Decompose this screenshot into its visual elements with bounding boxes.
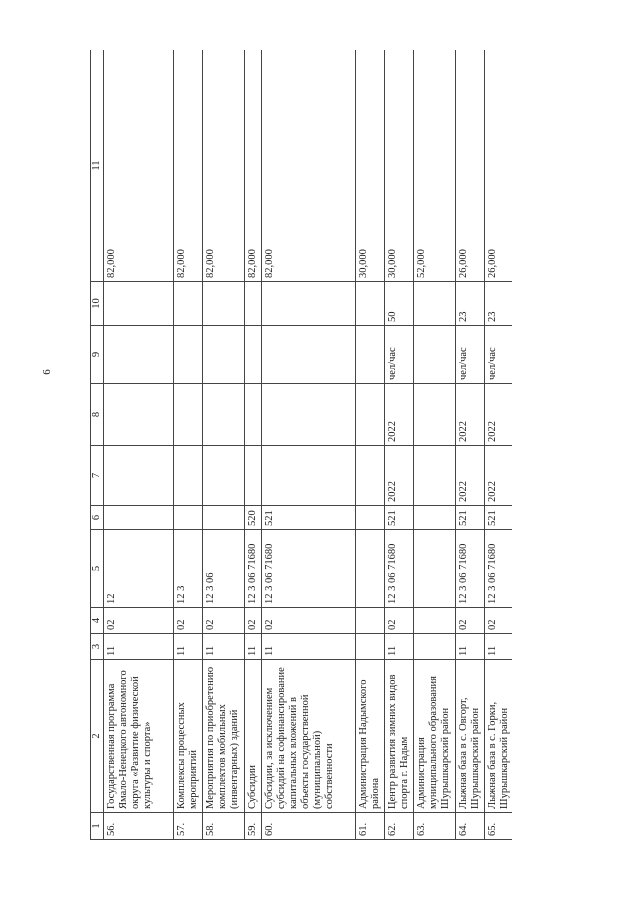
table-row <box>385 50 414 840</box>
cell-expense-type: 520 <box>245 506 262 530</box>
cell-start-year <box>356 446 385 506</box>
cell-amount: 82,000 <box>203 50 245 282</box>
cell-expense-type: 521 <box>385 506 414 530</box>
cell-capacity-unit <box>356 326 385 384</box>
cell-capacity <box>104 282 174 326</box>
header-cell-start-year: 7 <box>91 446 104 506</box>
cell-row-number: 63. <box>414 813 456 840</box>
table-rotated-wrapper <box>90 50 512 840</box>
header-cell-target-article: 5 <box>91 530 104 608</box>
cell-start-year <box>174 446 203 506</box>
cell-start-year: 2022 <box>385 446 414 506</box>
cell-amount: 82,000 <box>104 50 174 282</box>
header-cell-capacity: 10 <box>91 282 104 326</box>
header-cell-capacity-unit: 9 <box>91 326 104 384</box>
cell-capacity: 50 <box>385 282 414 326</box>
cell-row-number: 64. <box>456 813 485 840</box>
cell-subsection: 02 <box>174 608 203 634</box>
cell-row-number: 58. <box>203 813 245 840</box>
cell-name: Администрация Надымского района <box>356 660 385 813</box>
cell-section: 11 <box>203 634 245 660</box>
cell-amount: 82,000 <box>262 50 356 282</box>
cell-name: Администрация муниципального образования Шурышкарский район <box>414 660 456 813</box>
cell-start-year <box>414 446 456 506</box>
cell-name: Лыжная база в с. Горки, Шурышкарский район <box>485 660 513 813</box>
cell-capacity: 23 <box>456 282 485 326</box>
cell-capacity-unit <box>104 326 174 384</box>
cell-row-number: 56. <box>104 813 174 840</box>
cell-amount: 26,000 <box>456 50 485 282</box>
cell-target-article: 12 3 06 <box>203 530 245 608</box>
cell-capacity-unit <box>174 326 203 384</box>
cell-capacity <box>174 282 203 326</box>
cell-end-year: 2022 <box>485 384 513 446</box>
cell-capacity <box>262 282 356 326</box>
cell-end-year <box>245 384 262 446</box>
cell-expense-type <box>104 506 174 530</box>
cell-row-number: 59. <box>245 813 262 840</box>
cell-amount: 82,000 <box>174 50 203 282</box>
table-row <box>174 50 203 840</box>
cell-capacity <box>356 282 385 326</box>
cell-name: Субсидии, за исключением субсидий на софинансирование капитальных вложений в объекты государственной (муниципальной) собственности <box>262 660 356 813</box>
table-row <box>262 50 356 840</box>
cell-section <box>356 634 385 660</box>
cell-capacity-unit: чел/час <box>385 326 414 384</box>
cell-section: 11 <box>262 634 356 660</box>
cell-expense-type: 521 <box>485 506 513 530</box>
header-cell-end-year: 8 <box>91 384 104 446</box>
cell-target-article: 12 3 06 71680 <box>485 530 513 608</box>
cell-row-number: 65. <box>485 813 513 840</box>
cell-target-article: 12 3 06 71680 <box>262 530 356 608</box>
cell-capacity-unit: чел/час <box>456 326 485 384</box>
cell-capacity-unit <box>245 326 262 384</box>
cell-start-year <box>104 446 174 506</box>
cell-subsection: 02 <box>245 608 262 634</box>
cell-name: Субсидии <box>245 660 262 813</box>
cell-amount: 30,000 <box>356 50 385 282</box>
cell-target-article <box>356 530 385 608</box>
cell-start-year: 2022 <box>456 446 485 506</box>
cell-subsection: 02 <box>203 608 245 634</box>
cell-subsection: 02 <box>385 608 414 634</box>
cell-subsection <box>356 608 385 634</box>
cell-capacity-unit <box>262 326 356 384</box>
cell-capacity-unit <box>414 326 456 384</box>
table-row <box>104 50 174 840</box>
header-cell-amount: 11 <box>91 50 104 282</box>
cell-start-year <box>245 446 262 506</box>
cell-amount: 82,000 <box>245 50 262 282</box>
cell-target-article: 12 3 06 71680 <box>385 530 414 608</box>
cell-capacity <box>414 282 456 326</box>
cell-expense-type: 521 <box>262 506 356 530</box>
cell-section: 11 <box>456 634 485 660</box>
cell-capacity <box>245 282 262 326</box>
table-row <box>356 50 385 840</box>
cell-amount: 52,000 <box>414 50 456 282</box>
cell-name: Комплексы процессных мероприятий <box>174 660 203 813</box>
cell-subsection <box>414 608 456 634</box>
table-row <box>203 50 245 840</box>
cell-target-article: 12 3 06 71680 <box>245 530 262 608</box>
cell-amount: 26,000 <box>485 50 513 282</box>
cell-start-year: 2022 <box>485 446 513 506</box>
cell-section: 11 <box>385 634 414 660</box>
cell-end-year <box>174 384 203 446</box>
cell-end-year <box>356 384 385 446</box>
cell-name: Мероприятия по приобретению комплектов мобильных (инвентарных) зданий <box>203 660 245 813</box>
cell-row-number: 62. <box>385 813 414 840</box>
cell-target-article: 12 3 <box>174 530 203 608</box>
cell-section: 11 <box>174 634 203 660</box>
header-cell-subsection: 4 <box>91 608 104 634</box>
cell-capacity <box>203 282 245 326</box>
cell-expense-type: 521 <box>456 506 485 530</box>
table-row <box>245 50 262 840</box>
cell-row-number: 57. <box>174 813 203 840</box>
cell-start-year <box>203 446 245 506</box>
cell-name: Лыжная база в с. Овгорт, Шурышкарский район <box>456 660 485 813</box>
cell-subsection: 02 <box>485 608 513 634</box>
cell-section: 11 <box>485 634 513 660</box>
table-row <box>485 50 513 840</box>
cell-name: Центр развития зимних видов спорта г. Надым <box>385 660 414 813</box>
cell-target-article <box>414 530 456 608</box>
budget-table <box>90 50 512 840</box>
cell-expense-type <box>356 506 385 530</box>
cell-end-year: 2022 <box>385 384 414 446</box>
cell-row-number: 61. <box>356 813 385 840</box>
cell-capacity-unit <box>203 326 245 384</box>
header-cell-section: 3 <box>91 634 104 660</box>
cell-end-year <box>414 384 456 446</box>
cell-section: 11 <box>245 634 262 660</box>
cell-capacity: 23 <box>485 282 513 326</box>
header-cell-name: 2 <box>91 660 104 813</box>
cell-end-year <box>203 384 245 446</box>
cell-subsection: 02 <box>104 608 174 634</box>
header-row <box>91 50 104 840</box>
cell-subsection: 02 <box>262 608 356 634</box>
page-number: 6 <box>40 369 53 375</box>
cell-subsection: 02 <box>456 608 485 634</box>
cell-end-year: 2022 <box>456 384 485 446</box>
table-row <box>414 50 456 840</box>
cell-name: Государственная программа Ямало-Ненецкого автономного округа «Развитие физической культуры и спорта» <box>104 660 174 813</box>
cell-capacity-unit: чел/час <box>485 326 513 384</box>
cell-section <box>414 634 456 660</box>
cell-target-article: 12 <box>104 530 174 608</box>
cell-target-article: 12 3 06 71680 <box>456 530 485 608</box>
cell-expense-type <box>174 506 203 530</box>
cell-end-year <box>262 384 356 446</box>
cell-expense-type <box>414 506 456 530</box>
cell-start-year <box>262 446 356 506</box>
header-cell-row-number: 1 <box>91 813 104 840</box>
table-viewport <box>90 50 512 840</box>
cell-end-year <box>104 384 174 446</box>
table-row <box>456 50 485 840</box>
header-cell-expense-type: 6 <box>91 506 104 530</box>
cell-row-number: 60. <box>262 813 356 840</box>
cell-amount: 30,000 <box>385 50 414 282</box>
cell-section: 11 <box>104 634 174 660</box>
cell-expense-type <box>203 506 245 530</box>
